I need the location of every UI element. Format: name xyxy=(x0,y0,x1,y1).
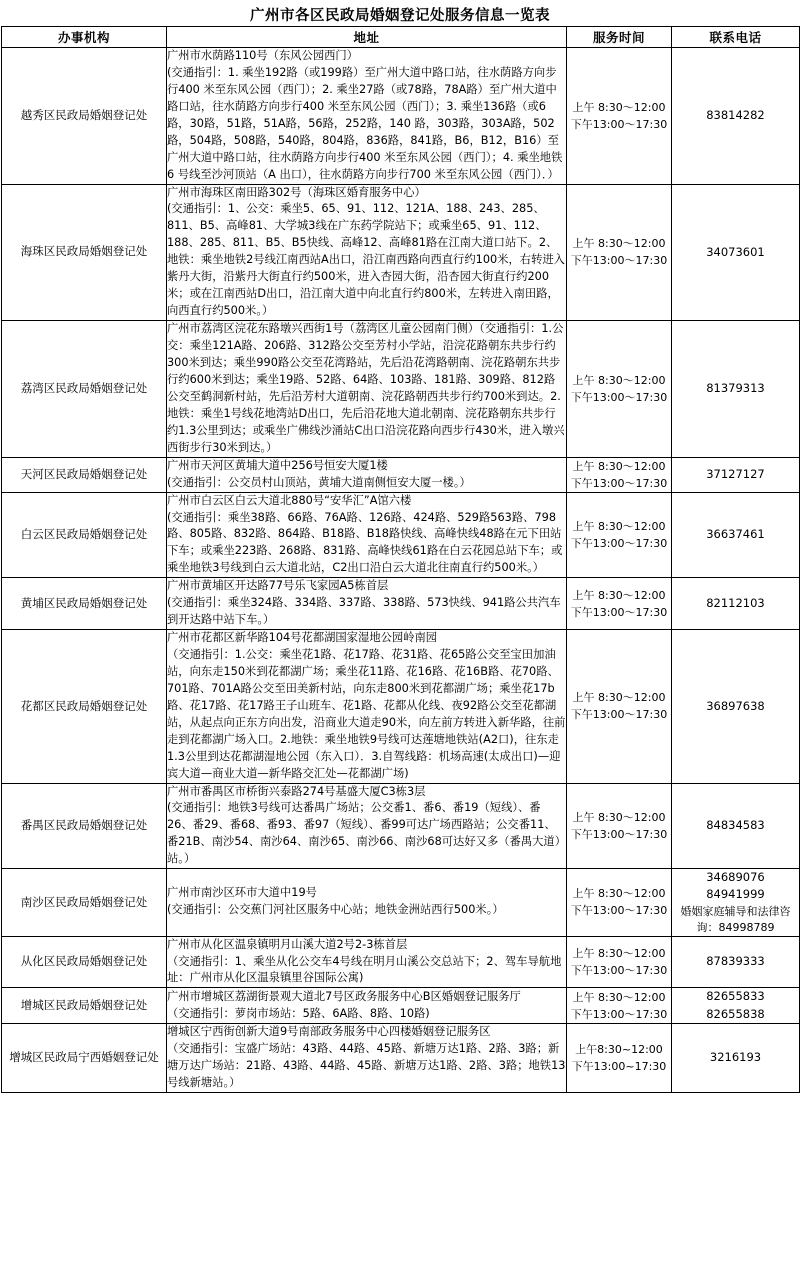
cell-address xyxy=(167,869,567,936)
column-header-address: 地址 xyxy=(167,27,567,48)
service-time-morning: 上午 8:30～12:00 xyxy=(572,237,666,251)
phone-number: 34073601 xyxy=(706,244,765,259)
service-time-afternoon: 下午13:00～17:30 xyxy=(570,254,668,268)
phone-number: 87839333 xyxy=(706,954,765,969)
service-time-afternoon: 下午13:00～17:30 xyxy=(570,708,668,722)
cell-phone xyxy=(672,988,800,1024)
address-main: 广州市番禺区市桥街兴泰路274号基盛大厦C3栋3层 xyxy=(167,784,426,798)
service-time-morning: 上午 8:30～12:00 xyxy=(572,100,666,114)
cell-phone xyxy=(672,184,800,321)
cell-org: 白云区民政局婚姻登记处 xyxy=(2,492,167,578)
address-transit-guide: (交通指引：乘坐38路、66路、76A路、126路、424路、529路563路、798路、805路、832路、864路、B18路、B18路快线、高峰快线48路在元下田站下车；或乘坐223路、268路、831路、高峰快线61路在白云花园总站下车；或乘坐地铁3号线到白云大道北站，C2出口沿白云大道北往南直行约500米。） xyxy=(167,510,563,575)
cell-org: 增城区民政局婚姻登记处 xyxy=(2,988,167,1024)
address-main: 广州市南沙区环市大道中19号 xyxy=(167,886,317,900)
phone-number: 37127127 xyxy=(706,466,765,481)
cell-org: 黄埔区民政局婚姻登记处 xyxy=(2,578,167,630)
cell-service-time xyxy=(567,48,672,185)
service-time-morning: 上午8:30~12:00 xyxy=(575,1042,663,1056)
phone-number: 36897638 xyxy=(706,698,765,713)
address-main: 广州市荔湾区浣花东路墩兴西街1号（荔湾区儿童公园南门侧）（交通指引：1.公交：乘坐121A路、206路、312路公交至芳村小学站，沿浣花路朝东共步行约300米到达；乘坐990路公交至花湾路站，先后沿花湾路朝南、浣花路朝东共步行约600米到达；乘坐19路、52路、64路、103路、181路、309路、812路公交至鹤洞新村站，先后沿芳村大道朝南、浣花路朝西共步行约700米到达。2.地铁：乘坐1号线花地湾站D出口，先后沿花地大道北朝南、浣花路朝东共步行约1.3公里到达；或乘坐广佛线沙涌站C出口沿浣花路向西步行430米，进入墩兴西街步行30米到达。） xyxy=(167,322,565,454)
phone-number: 3216193 xyxy=(709,1050,762,1065)
cell-service-time xyxy=(567,1023,672,1092)
cell-address xyxy=(167,578,567,630)
table-row xyxy=(2,457,800,492)
cell-service-time xyxy=(567,936,672,988)
cell-service-time xyxy=(567,492,672,578)
cell-org: 番禺区民政局婚姻登记处 xyxy=(2,783,167,869)
table-row xyxy=(2,869,800,936)
cell-service-time xyxy=(567,184,672,321)
phone-number: 34689076 xyxy=(706,870,765,885)
column-header-service-time: 服务时间 xyxy=(567,27,672,48)
table-row xyxy=(2,184,800,321)
cell-service-time xyxy=(567,321,672,458)
cell-address xyxy=(167,184,567,321)
header-row xyxy=(2,27,800,48)
cell-phone xyxy=(672,869,800,936)
table-row xyxy=(2,48,800,185)
cell-phone xyxy=(672,630,800,783)
address-main: 广州市花都区新华路104号花都湖国家湿地公园岭南园 xyxy=(167,631,438,645)
cell-service-time xyxy=(567,869,672,936)
phone-number: 82655833 xyxy=(706,989,765,1004)
address-transit-guide: （交通指引：宝盛广场站：43路、44路、45路、新塘万达1路、2路、3路；新塘万达广场站：21路、43路、44路、45路、新塘万达1路、2路、3路；地铁13号线新塘站。） xyxy=(167,1041,566,1089)
service-time-morning: 上午 8:30～12:00 xyxy=(572,946,666,960)
address-transit-guide: （交通指引：1.公交：乘坐花1路、花17路、花31路、花65路公交至宝田加油站，向东走150米到花都湖广场；乘坐花11路、花16路、花16B路、花70路、701路、701A路公交至田美新村站，向东走800米到花都湖广场；乘坐花17b路、花17路、花17路王子山班车、花1路、花都从化线、夜92路公交至花都湖站，从起点向正东方向出发，沿商业大道走90米，向左前方转进入新华路，往前走到花都湖广场入口。2.地铁：乘坐地铁9号线可达莲塘地铁站(A2口)，往东走1.3公里到达花都湖湿地公园（东入口）．3.自驾线路：机场高速(太成出口)—迎宾大道—商业大道—新华路交汇处—花都湖广场) xyxy=(167,648,566,780)
table-row xyxy=(2,988,800,1024)
table-row xyxy=(2,936,800,988)
cell-org: 海珠区民政局婚姻登记处 xyxy=(2,184,167,321)
cell-service-time xyxy=(567,988,672,1024)
address-transit-guide: (交通指引：地铁3号线可达番禺广场站；公交番1、番6、番19（短线）、番26、番29、番68、番93、番97（短线）、番99可达广场西路站；公交番11、番21B、南沙54、南沙64、南沙65、南沙66、南沙68可达好又多（番禺大道）站。） xyxy=(167,801,567,866)
cell-org: 南沙区民政局婚姻登记处 xyxy=(2,869,167,936)
table-row xyxy=(2,630,800,783)
cell-phone xyxy=(672,492,800,578)
service-time-morning: 上午 8:30～12:00 xyxy=(572,990,666,1004)
column-header-phone: 联系电话 xyxy=(672,27,800,48)
service-time-afternoon: 下午13:00～17:30 xyxy=(570,605,668,619)
service-time-morning: 上午 8:30～12:00 xyxy=(572,373,666,387)
service-time-afternoon: 下午13:00～17:30 xyxy=(570,904,668,918)
service-time-afternoon: 下午13:00～17:30 xyxy=(570,390,668,404)
cell-service-time xyxy=(567,783,672,869)
table-header xyxy=(2,27,800,48)
column-header-org: 办事机构 xyxy=(2,27,167,48)
cell-org: 越秀区民政局婚姻登记处 xyxy=(2,48,167,185)
phone-number: 82112103 xyxy=(706,596,765,611)
cell-phone xyxy=(672,936,800,988)
phone-number: 36637461 xyxy=(706,527,765,542)
cell-address xyxy=(167,492,567,578)
cell-address xyxy=(167,630,567,783)
service-time-morning: 上午 8:30～12:00 xyxy=(572,691,666,705)
cell-service-time xyxy=(567,630,672,783)
cell-address xyxy=(167,783,567,869)
address-transit-guide: （交通指引：1、乘坐从化公交车4号线在明月山溪公交总站下；2、驾车导航地址：广州市从化区温泉镇里谷国际公寓) xyxy=(167,954,562,985)
table-row xyxy=(2,578,800,630)
cell-address xyxy=(167,457,567,492)
address-main: 广州市从化区温泉镇明月山溪大道2号2-3栋首层 xyxy=(167,937,408,951)
cell-address xyxy=(167,988,567,1024)
service-time-morning: 上午 8:30～12:00 xyxy=(572,887,666,901)
service-time-morning: 上午 8:30～12:00 xyxy=(572,588,666,602)
address-transit-guide: (交通指引：1. 乘坐192路（或199路）至广州大道中路口站，往水荫路方向步行400 米至东风公园（西门）；2. 乘坐27路（或78路，78A路）至广州大道中路口站，往水荫路方向步行400 米至东风公园（西门）；3. 乘坐136路（或6路，30路，51路，51A路，56路，252路，140 路，303路，303A路，502路，504路，508路，540路，804路，836路，841路，B6，B12，B16）至广州大道中路口站，往水荫路方向步行400 米至东风公园（西门）；4. 乘坐地铁6 号线至沙河顶站（A 出口），往水荫路方向步行700 米至东风公园（西门）．） xyxy=(167,65,563,181)
cell-org: 花都区民政局婚姻登记处 xyxy=(2,630,167,783)
cell-phone xyxy=(672,783,800,869)
cell-org: 天河区民政局婚姻登记处 xyxy=(2,457,167,492)
cell-address xyxy=(167,321,567,458)
cell-service-time xyxy=(567,578,672,630)
service-time-morning: 上午 8:30～12:00 xyxy=(572,810,666,824)
cell-address xyxy=(167,936,567,988)
address-main: 广州市海珠区南田路302号（海珠区婚育服务中心） xyxy=(167,185,426,199)
service-time-afternoon: 下午13:00～17:30 xyxy=(570,536,668,550)
page-title: 广州市各区民政局婚姻登记处服务信息一览表 xyxy=(250,6,550,24)
cell-phone xyxy=(672,1023,800,1092)
address-transit-guide: (交通指引：公交蕉门河社区服务中心站；地铁金洲站西行500米。） xyxy=(167,903,504,917)
address-transit-guide: (交通指引：公交员村山顶站，黄埔大道南侧恒安大厦一楼。） xyxy=(167,475,471,489)
title-bar xyxy=(0,0,800,26)
marriage-registration-table xyxy=(1,26,800,1093)
phone-number: 83814282 xyxy=(706,108,765,123)
cell-phone xyxy=(672,48,800,185)
cell-service-time xyxy=(567,457,672,492)
table-body xyxy=(2,48,800,1093)
service-time-afternoon: 下午13:00～17:30 xyxy=(570,964,668,977)
cell-phone xyxy=(672,457,800,492)
service-time-afternoon: 下午13:00～17:30 xyxy=(570,476,668,490)
address-main: 广州市黄埔区开达路77号乐飞家园A5栋首层 xyxy=(167,579,389,593)
address-main: 广州市天河区黄埔大道中256号恒安大厦1楼 xyxy=(167,458,388,472)
phone-note: 婚姻家庭辅导和法律咨询：84998789 xyxy=(680,904,791,934)
cell-phone xyxy=(672,578,800,630)
phone-number: 82655838 xyxy=(706,1006,765,1021)
address-transit-guide: （交通指引：萝岗市场站：5路、6A路、8路、10路) xyxy=(167,1006,430,1020)
address-main: 广州市水荫路110号（东风公园西门） xyxy=(167,49,359,62)
service-time-afternoon: 下午13:00～17:30 xyxy=(570,827,668,841)
service-time-morning: 上午 8:30～12:00 xyxy=(572,459,666,473)
phone-number: 84941999 xyxy=(706,887,765,902)
table-row xyxy=(2,783,800,869)
service-time-afternoon: 下午13:00~17:30 xyxy=(571,1059,667,1073)
service-time-afternoon: 下午13:00～17:30 xyxy=(570,117,668,131)
service-time-afternoon: 下午13:00～17:30 xyxy=(570,1007,668,1021)
address-main: 广州市白云区白云大道北880号“安华汇”A馆六楼 xyxy=(167,493,412,507)
cell-org: 荔湾区民政局婚姻登记处 xyxy=(2,321,167,458)
address-transit-guide: (交通指引：乘坐324路、334路、337路、338路、573快线、941路公共汽车到开达路中站下车。） xyxy=(167,596,561,627)
cell-phone xyxy=(672,321,800,458)
cell-address xyxy=(167,1023,567,1092)
cell-org: 从化区民政局婚姻登记处 xyxy=(2,936,167,988)
address-main: 增城区宁西街创新大道9号南部政务服务中心四楼婚姻登记服务区 xyxy=(167,1024,491,1038)
table-row xyxy=(2,321,800,458)
table-row xyxy=(2,492,800,578)
cell-org: 增城区民政局宁西婚姻登记处 xyxy=(2,1023,167,1092)
table-row xyxy=(2,1023,800,1092)
service-time-morning: 上午 8:30～12:00 xyxy=(572,519,666,533)
phone-number: 81379313 xyxy=(706,381,765,396)
address-main: 广州市增城区荔湖街景观大道北7号区政务服务中心B区婚姻登记服务厅 xyxy=(167,989,521,1003)
address-transit-guide: (交通指引：1、公交：乘坐5、65、91、112、121A、188、243、285、811、B5、高峰81、大学城3线在广东药学院站下；或乘坐65、91、112、188、285、811、B5、B5快线、高峰12、高峰81路在江南大道口站下。2、地铁：乘坐地铁2号线江南西站A出口，沿江南西路向西直行约100米，右转进入紫丹大街，沿紫丹大街直行约500米，进入杏园大街，沿杏园大街直行约200米；或在江南西站D出口，沿江南大道中向北直行约800米，左转进入南田路，向西直行约500米。） xyxy=(167,202,565,318)
phone-number: 84834583 xyxy=(706,818,765,833)
cell-address xyxy=(167,48,567,185)
